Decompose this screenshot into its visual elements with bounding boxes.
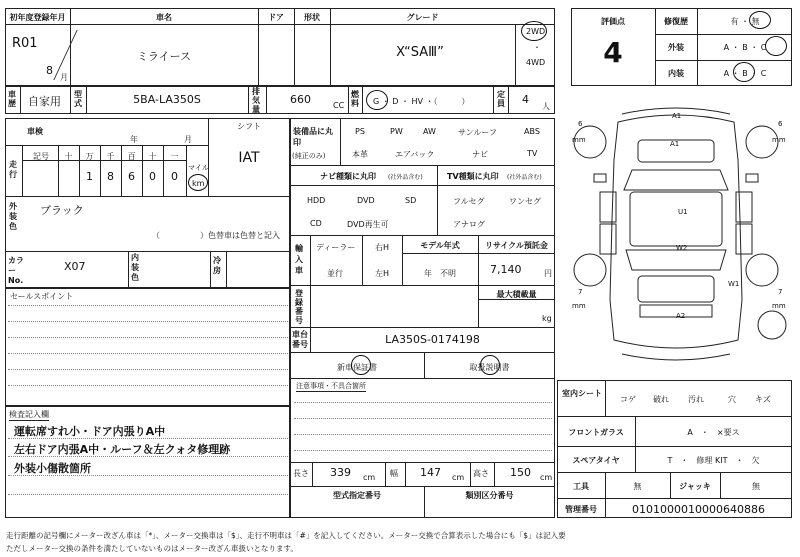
unit-hyaku: 百 — [127, 152, 136, 161]
import-label: 輸入車 — [295, 244, 303, 275]
interior-circle — [733, 62, 755, 82]
tv-analog: アナログ — [453, 220, 485, 229]
car-name-label: 車名 — [156, 13, 172, 22]
digit-man: 1 — [86, 170, 93, 183]
inspector-line-2: 左右ドア内張A中・ルーフ＆左クォタ修理跡 — [14, 443, 231, 456]
navi-label: ナビ種類に丸印 — [320, 172, 376, 181]
unit-ichi: 一 — [170, 152, 179, 161]
color-value: ブラック — [40, 204, 84, 217]
fuel-circle — [366, 90, 388, 110]
unit-man: 万 — [85, 152, 94, 161]
fuel-label: 燃料 — [351, 90, 359, 108]
class-label: 類別区分番号 — [465, 491, 514, 500]
usage-label: 車歴 — [8, 90, 16, 108]
tire-fr-mm: mm — [772, 136, 786, 144]
reg-no-label: 登録番号 — [295, 289, 303, 325]
navi-hdd: HDD — [307, 196, 326, 205]
exterior-label: 外装 — [668, 43, 684, 52]
inspection-year: 年 — [130, 135, 138, 144]
reg-month-unit: 月 — [60, 73, 68, 82]
import-dealer: ディーラー — [316, 243, 356, 252]
mgmt-value: 0101000010000640886 — [632, 503, 765, 516]
diag-w1: W1 — [728, 280, 740, 288]
displacement-label: 排気量 — [252, 87, 260, 114]
chassis-label: 車台番号 — [292, 330, 308, 349]
km-circle — [188, 174, 208, 191]
eq-navi: ナビ — [472, 150, 488, 159]
tire-rr-mm: mm — [772, 302, 786, 310]
diag-a1-hood: A1 — [670, 140, 680, 148]
reg-year: R01 — [12, 36, 38, 51]
max-load-label: 最大積載量 — [496, 290, 537, 299]
diag-a1-top: A1 — [672, 112, 682, 120]
unit-jyu: 十 — [148, 152, 157, 161]
diag-a2: A2 — [676, 312, 686, 320]
tire-fr: 6 — [778, 120, 783, 128]
eq-leather: 本革 — [352, 150, 368, 159]
shift-label: シフト — [237, 122, 261, 131]
model: 5BA-LA350S — [133, 93, 201, 106]
navi-sub: (社外品含む) — [388, 174, 423, 181]
digit-sen: 8 — [107, 170, 114, 183]
warranty: 新車保証書 — [337, 363, 377, 372]
tv-label: TV種類に丸印 — [447, 172, 499, 181]
eq-abs: ABS — [524, 127, 540, 136]
inspection-month: 月 — [184, 135, 192, 144]
sales-point-label: セールスポイント — [10, 292, 74, 301]
tire-rl-mm: mm — [572, 302, 586, 310]
drive-dot: ・ — [533, 43, 541, 52]
repair-circle — [749, 11, 771, 29]
height: 150 — [510, 466, 531, 479]
model-year-label: モデル年式 — [420, 241, 460, 250]
color-note: （ ）色替車は色替と記入 — [152, 231, 280, 240]
spare-options: T ・ 修理 KIT ・ 欠 — [667, 456, 760, 465]
tools-label: 工具 — [573, 482, 589, 491]
grade: X“SAⅢ” — [396, 45, 444, 60]
mile-label: マイル — [188, 164, 209, 172]
repair-label: 修復歴 — [664, 17, 688, 26]
footer-line-1: 走行距離の記号欄にメーター改ざん車は「*」、メーター交換車は「$」、走行不明車は「#」を記入してください。メーター交換で合算表示した場合にも「$」は記入要 — [6, 531, 566, 540]
warranty-circle — [351, 355, 371, 375]
manual: 取扱説明書 — [469, 363, 510, 372]
tv-fullseg: フルセグ — [453, 197, 485, 206]
eq-ps: PS — [355, 127, 365, 136]
shape-label: 形状 — [304, 13, 320, 22]
fuel-options: G ・ D ・ HV ・（ ） — [373, 97, 470, 106]
tire-rl: 7 — [578, 288, 583, 296]
equipment-sub: (純正のみ) — [292, 152, 326, 160]
tv-sub: (社外品含む) — [507, 174, 542, 181]
eq-pw: PW — [390, 127, 403, 136]
score-label: 評価点 — [601, 17, 625, 26]
length-unit: cm — [363, 473, 376, 482]
glass-label: フロントガラス — [568, 428, 624, 437]
diag-u1: U1 — [678, 208, 688, 216]
height-unit: cm — [540, 473, 553, 482]
length: 339 — [330, 466, 351, 479]
usage: 自家用 — [28, 95, 61, 108]
tire-fl-mm: mm — [572, 136, 586, 144]
km-label: km — [192, 179, 205, 188]
inspector-label: 検査記入欄 — [9, 410, 49, 419]
seat-scratch: キズ — [755, 395, 771, 404]
mgmt-label: 管理番号 — [565, 505, 597, 514]
car-name: ミライース — [136, 50, 192, 63]
unit-jyuman: 十 — [64, 152, 73, 161]
max-load-unit: kg — [542, 314, 552, 323]
tools-value: 無 — [633, 482, 642, 491]
ac-label: 冷房 — [213, 256, 221, 275]
navi-dvd: DVD — [357, 196, 375, 205]
grade-label: グレード — [406, 13, 439, 22]
seat-dirt: 汚れ — [688, 395, 704, 404]
door-label: ドア — [268, 13, 284, 22]
jack-value: 無 — [752, 482, 760, 491]
score-value: 4 — [603, 36, 623, 69]
diag-w2: W2 — [676, 244, 688, 252]
eq-aw: AW — [423, 127, 436, 136]
inspection-label: 車検 — [27, 127, 43, 136]
tire-rr: 7 — [778, 288, 783, 296]
reg-year-label: 初年度登録年月 — [9, 13, 66, 22]
chassis: LA350S-0174198 — [385, 333, 480, 346]
spare-label: スペアタイヤ — [572, 456, 620, 465]
recycle-value: 7,140 — [490, 263, 522, 276]
glass-options: A ・ ×要ス — [687, 428, 740, 437]
digit-hyaku: 6 — [128, 170, 135, 183]
exterior-circle — [765, 36, 787, 56]
navi-cd: CD — [310, 219, 322, 228]
footer-line-2: ただしメーター交換の条件を満たしていないものはメーター改ざん車扱いとなります。 — [6, 544, 298, 553]
shift: IAT — [238, 150, 260, 166]
tv-oneseg: ワンセグ — [509, 197, 541, 206]
width-unit: cm — [452, 473, 465, 482]
drive-2wd: 2WD — [526, 27, 546, 36]
exterior-options: A ・ B ・ C — [723, 43, 767, 52]
eq-sunroof: サンルーフ — [458, 128, 497, 137]
jack-label: ジャッキ — [679, 482, 711, 491]
model-year-value: 年 不明 — [424, 269, 456, 278]
tire-fl: 6 — [578, 120, 583, 128]
seat-tear: 破れ — [653, 395, 669, 404]
width: 147 — [420, 466, 441, 479]
notes-label: 注意事項・不具合箇所 — [296, 382, 366, 390]
eq-airbag: エアバック — [395, 150, 435, 159]
interior-color-label: 内装色 — [131, 253, 139, 282]
equipment-label: 装備品に丸印 — [293, 127, 333, 147]
navi-sd: SD — [405, 196, 417, 205]
seat-label: 室内シート — [562, 389, 602, 398]
unit-sen: 千 — [106, 152, 115, 161]
eq-tv: TV — [527, 149, 538, 158]
mileage-symbol-label: 記号 — [33, 152, 49, 161]
interior-label: 内装 — [668, 69, 684, 78]
drive-2wd-circle — [521, 21, 547, 41]
reg-month: 8 — [46, 64, 53, 77]
seat-hole: 穴 — [728, 395, 736, 404]
seat-kog: コゲ — [620, 395, 636, 404]
type-cert-label: 型式指定番号 — [333, 491, 381, 500]
mileage-label: 走行 — [9, 160, 17, 179]
color-code: X07 — [64, 260, 86, 273]
drive-4wd: 4WD — [526, 58, 546, 67]
recycle-unit: 円 — [544, 269, 552, 278]
color-label: 外装色 — [9, 202, 17, 231]
inspector-line-1: 運転席すれ小・ドア内張りA中 — [14, 425, 166, 438]
recycle-label: リサイクル預託金 — [485, 241, 548, 250]
digit-ichi: 0 — [171, 170, 178, 183]
import-right: 右H — [375, 243, 390, 252]
displacement: 660 — [290, 93, 311, 106]
color-code-label: カラーNo. — [8, 256, 24, 285]
digit-jyu: 0 — [149, 170, 156, 183]
manual-circle — [480, 355, 500, 375]
import-parallel: 並行 — [327, 269, 343, 278]
capacity: 4 — [522, 93, 529, 106]
repair-options: 有 ・ 無 — [730, 17, 760, 26]
capacity-label: 定員 — [497, 90, 505, 108]
cc: CC — [333, 101, 345, 110]
length-label: 長さ — [293, 469, 309, 478]
model-label: 型式 — [74, 90, 82, 108]
height-label: 高さ — [473, 469, 489, 478]
width-label: 幅 — [390, 469, 398, 478]
inspector-line-3: 外装小傷散箇所 — [14, 462, 91, 475]
capacity-unit: 人 — [542, 102, 550, 111]
navi-dvd-play: DVD再生可 — [347, 220, 389, 229]
import-left: 左H — [375, 269, 390, 278]
interior-options: A ・ B ・ C — [723, 69, 767, 78]
